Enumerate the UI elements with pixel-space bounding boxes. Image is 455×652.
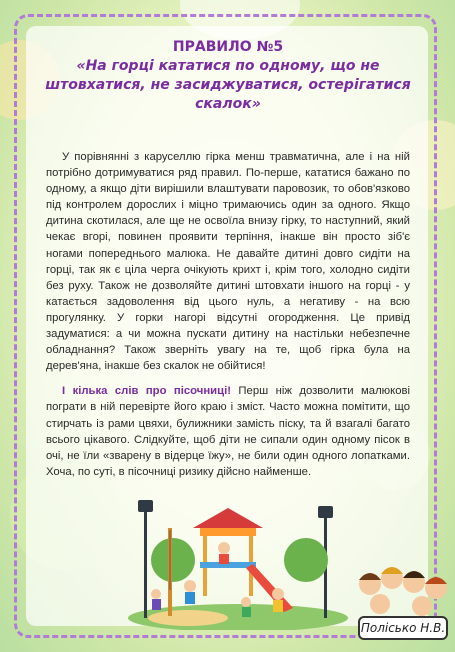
- lamp-left: [138, 500, 153, 618]
- author-signature: Полісько Н.В.: [358, 616, 448, 640]
- page-title: [40, 38, 416, 114]
- paragraph-sandbox: [46, 383, 410, 480]
- sandbox-text: Перш ніж дозволити малюкові пограти в ній перевірте його краю і зміст. Часто можна помітити, що стирчать із рами цвяхи, булижники замість піску, та й взагалі багато всього цікавого. Слідкуйте, щоб діти не сипали один одному пісок в очі, не їли «зварену в відерце їжу», не били один одного лопатками. Хоча, по суті, в пісочниці ризику дійсно найменше.: [46, 385, 410, 478]
- article-body: [46, 149, 410, 489]
- playground-illustration: [128, 490, 348, 630]
- sandbox-lead: І кілька слів про пісочниці!: [62, 385, 231, 398]
- rule-title: «На горці кататися по одному, що не штовхатися, не засиджуватися, остерігатися скалок»: [45, 58, 411, 112]
- paragraph-slide: У порівнянні з каруселлю гірка менш травматична, але і на ній потрібно дотримуватися ряд правил. По-перше, кататися бажано по одному, а якщо діти вирішили влаштувати паровозик, то обов'язково під контролем дорослих і міцно тримаючись один за одного. Якщо дитина скотилася, але ще не освоїла внизу гірку, то наступний, який чекає вгорі, повинен проявити терпіння, інакше він просто зіб'є ногами попереднього малюка. Не давайте дитині довго сидіти на горці, так як є ціла черга очікують крихт і, крім того, холодно сидіти без руху. Також не дозволяйте дитині штовхати іншого на горці - у катається задоволення від цього нуль, а негативу - на всю прогулянку. У горки нагорі відсутні огородження. Це привід задуматися: а чи можна пускати дитину на настільки небезпечне обладнання? Також зверніть увагу на те, щоб гірка була на дерев'яна, інакше без скалок не обійтися!: [46, 151, 410, 373]
- rule-number: ПРАВИЛО №5: [172, 39, 284, 55]
